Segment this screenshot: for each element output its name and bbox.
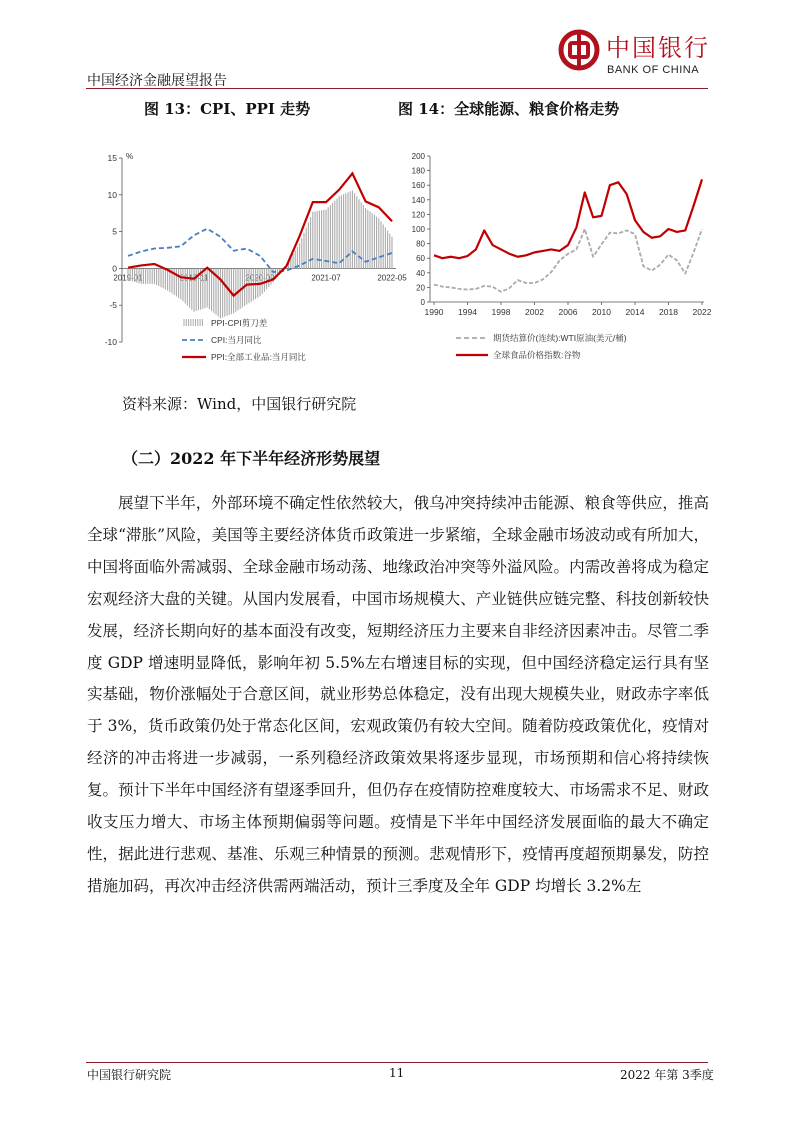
x-tick-label: 1990 bbox=[424, 307, 444, 317]
x-tick-label: 2010 bbox=[592, 307, 611, 317]
logo-chinese-text: 中国银行 bbox=[606, 34, 710, 62]
section-heading: （二）2022 年下半年经济形势展望 bbox=[122, 449, 381, 468]
x-tick-label: 2006 bbox=[558, 307, 578, 317]
chart-source-note: 资料来源：Wind，中国银行研究院 bbox=[122, 395, 357, 413]
y-tick-label: 20 bbox=[416, 283, 425, 293]
logo-english-text: BANK OF CHINA bbox=[607, 64, 700, 76]
report-header-title: 中国经济金融展望报告 bbox=[87, 73, 227, 89]
y-tick-label: 120 bbox=[411, 210, 425, 220]
unit-label: % bbox=[126, 152, 134, 161]
legend-label: PPI-CPI剪刀差 bbox=[211, 318, 268, 328]
y-tick-label: 180 bbox=[411, 166, 425, 176]
grain-index-line bbox=[434, 179, 702, 258]
y-tick-label: 100 bbox=[411, 225, 425, 234]
y-tick-label: 10 bbox=[107, 189, 117, 200]
x-tick-label: 2014 bbox=[625, 307, 645, 317]
y-tick-label: 5 bbox=[112, 226, 117, 237]
footer-divider bbox=[86, 1062, 708, 1063]
wti-oil-line bbox=[434, 229, 702, 292]
y-tick-label: -5 bbox=[109, 300, 117, 311]
page-number: 11 bbox=[389, 1066, 405, 1080]
y-tick-label: 140 bbox=[411, 195, 425, 205]
y-tick-label: 200 bbox=[411, 152, 425, 161]
figure-14-title: 图 14：全球能源、粮食价格走势 bbox=[398, 100, 620, 118]
y-tick-label: 60 bbox=[416, 254, 425, 264]
x-tick-label: 2022 bbox=[692, 307, 712, 317]
x-tick-label: 2019-11 bbox=[179, 273, 209, 283]
energy-grain-price-chart bbox=[396, 140, 712, 380]
x-tick-label: 2022-05 bbox=[377, 273, 407, 283]
y-tick-label: 80 bbox=[416, 239, 425, 249]
y-tick-label: 0 bbox=[420, 298, 425, 307]
x-tick-label: 2021-07 bbox=[311, 273, 341, 283]
footer-institute: 中国银行研究院 bbox=[87, 1068, 172, 1082]
body-text bbox=[87, 488, 709, 903]
x-tick-label: 1998 bbox=[491, 307, 511, 317]
legend-label: 期货结算价(连续):WTI原油(美元/桶) bbox=[493, 333, 627, 343]
x-tick-label: 2002 bbox=[525, 307, 544, 317]
body-paragraph: 展望下半年，外部环境不确定性依然较大，俄乌冲突持续冲击能源、粮食等供应，推高全球“滞胀”风险，美国等主要经济体货币政策进一步紧缩，全球金融市场波动或有所加大，中国将面临外需减弱、全球金融市场动荡、地缘政治冲突等外溢风险。内需改善将成为稳定宏观经济大盘的关键。从国内发展看，中国市场规模大、产业链供应链完整、科技创新较快发展，经济长期向好的基本面没有改变，短期经济压力主要来自非经济因素冲击。尽管二季度 GDP 增速明显降低，影响年初 5.5%左右增速目标的实现，但中国经济稳定运行具有坚实基础，物价涨幅处于合意区间，就业形势总体稳定，没有出现大规模失业，财政赤字率低于 3%，货币政策仍处于常态化区间，宏观政策仍有较大空间。随着防疫政策优化，疫情对经济的冲击将进一步减弱，一系列稳经济政策效果将逐步显现，市场预期和信心将持续恢复。预计下半年中国经济有望逐季回升，但仍存在疫情防控难度较大、市场需求不足、财政收支压力增大、市场主体预期偏弱等问题。疫情是下半年中国经济发展面临的最大不确定性，据此进行悲观、基准、乐观三种情景的预测。悲观情形下，疫情再度超预期暴发，防控措施加码，再次冲击经济供需两端活动，预计三季度及全年 GDP 均增长 3.2%左 bbox=[87, 494, 709, 895]
y-tick-label: 15 bbox=[107, 153, 117, 163]
legend-label: CPI:当月同比 bbox=[211, 335, 262, 345]
x-tick-label: 2020-09 bbox=[245, 273, 275, 283]
y-tick-label: 0 bbox=[112, 263, 117, 274]
x-tick-label: 2019-01 bbox=[113, 273, 143, 283]
footer-issue: 2022 年第 3季度 bbox=[620, 1068, 714, 1082]
y-tick-label: 160 bbox=[411, 181, 425, 191]
legend-label: PPI:全部工业品:当月同比 bbox=[211, 352, 306, 362]
y-tick-label: -10 bbox=[104, 337, 117, 347]
legend-label: 全球食品价格指数:谷物 bbox=[493, 350, 581, 360]
cpi-ppi-chart bbox=[90, 140, 408, 380]
x-tick-label: 1994 bbox=[458, 307, 477, 317]
header-divider bbox=[86, 88, 708, 89]
figure-13-title: 图 13：CPI、PPI 走势 bbox=[144, 100, 311, 118]
y-tick-label: 40 bbox=[416, 268, 425, 278]
x-tick-label: 2018 bbox=[659, 307, 678, 317]
